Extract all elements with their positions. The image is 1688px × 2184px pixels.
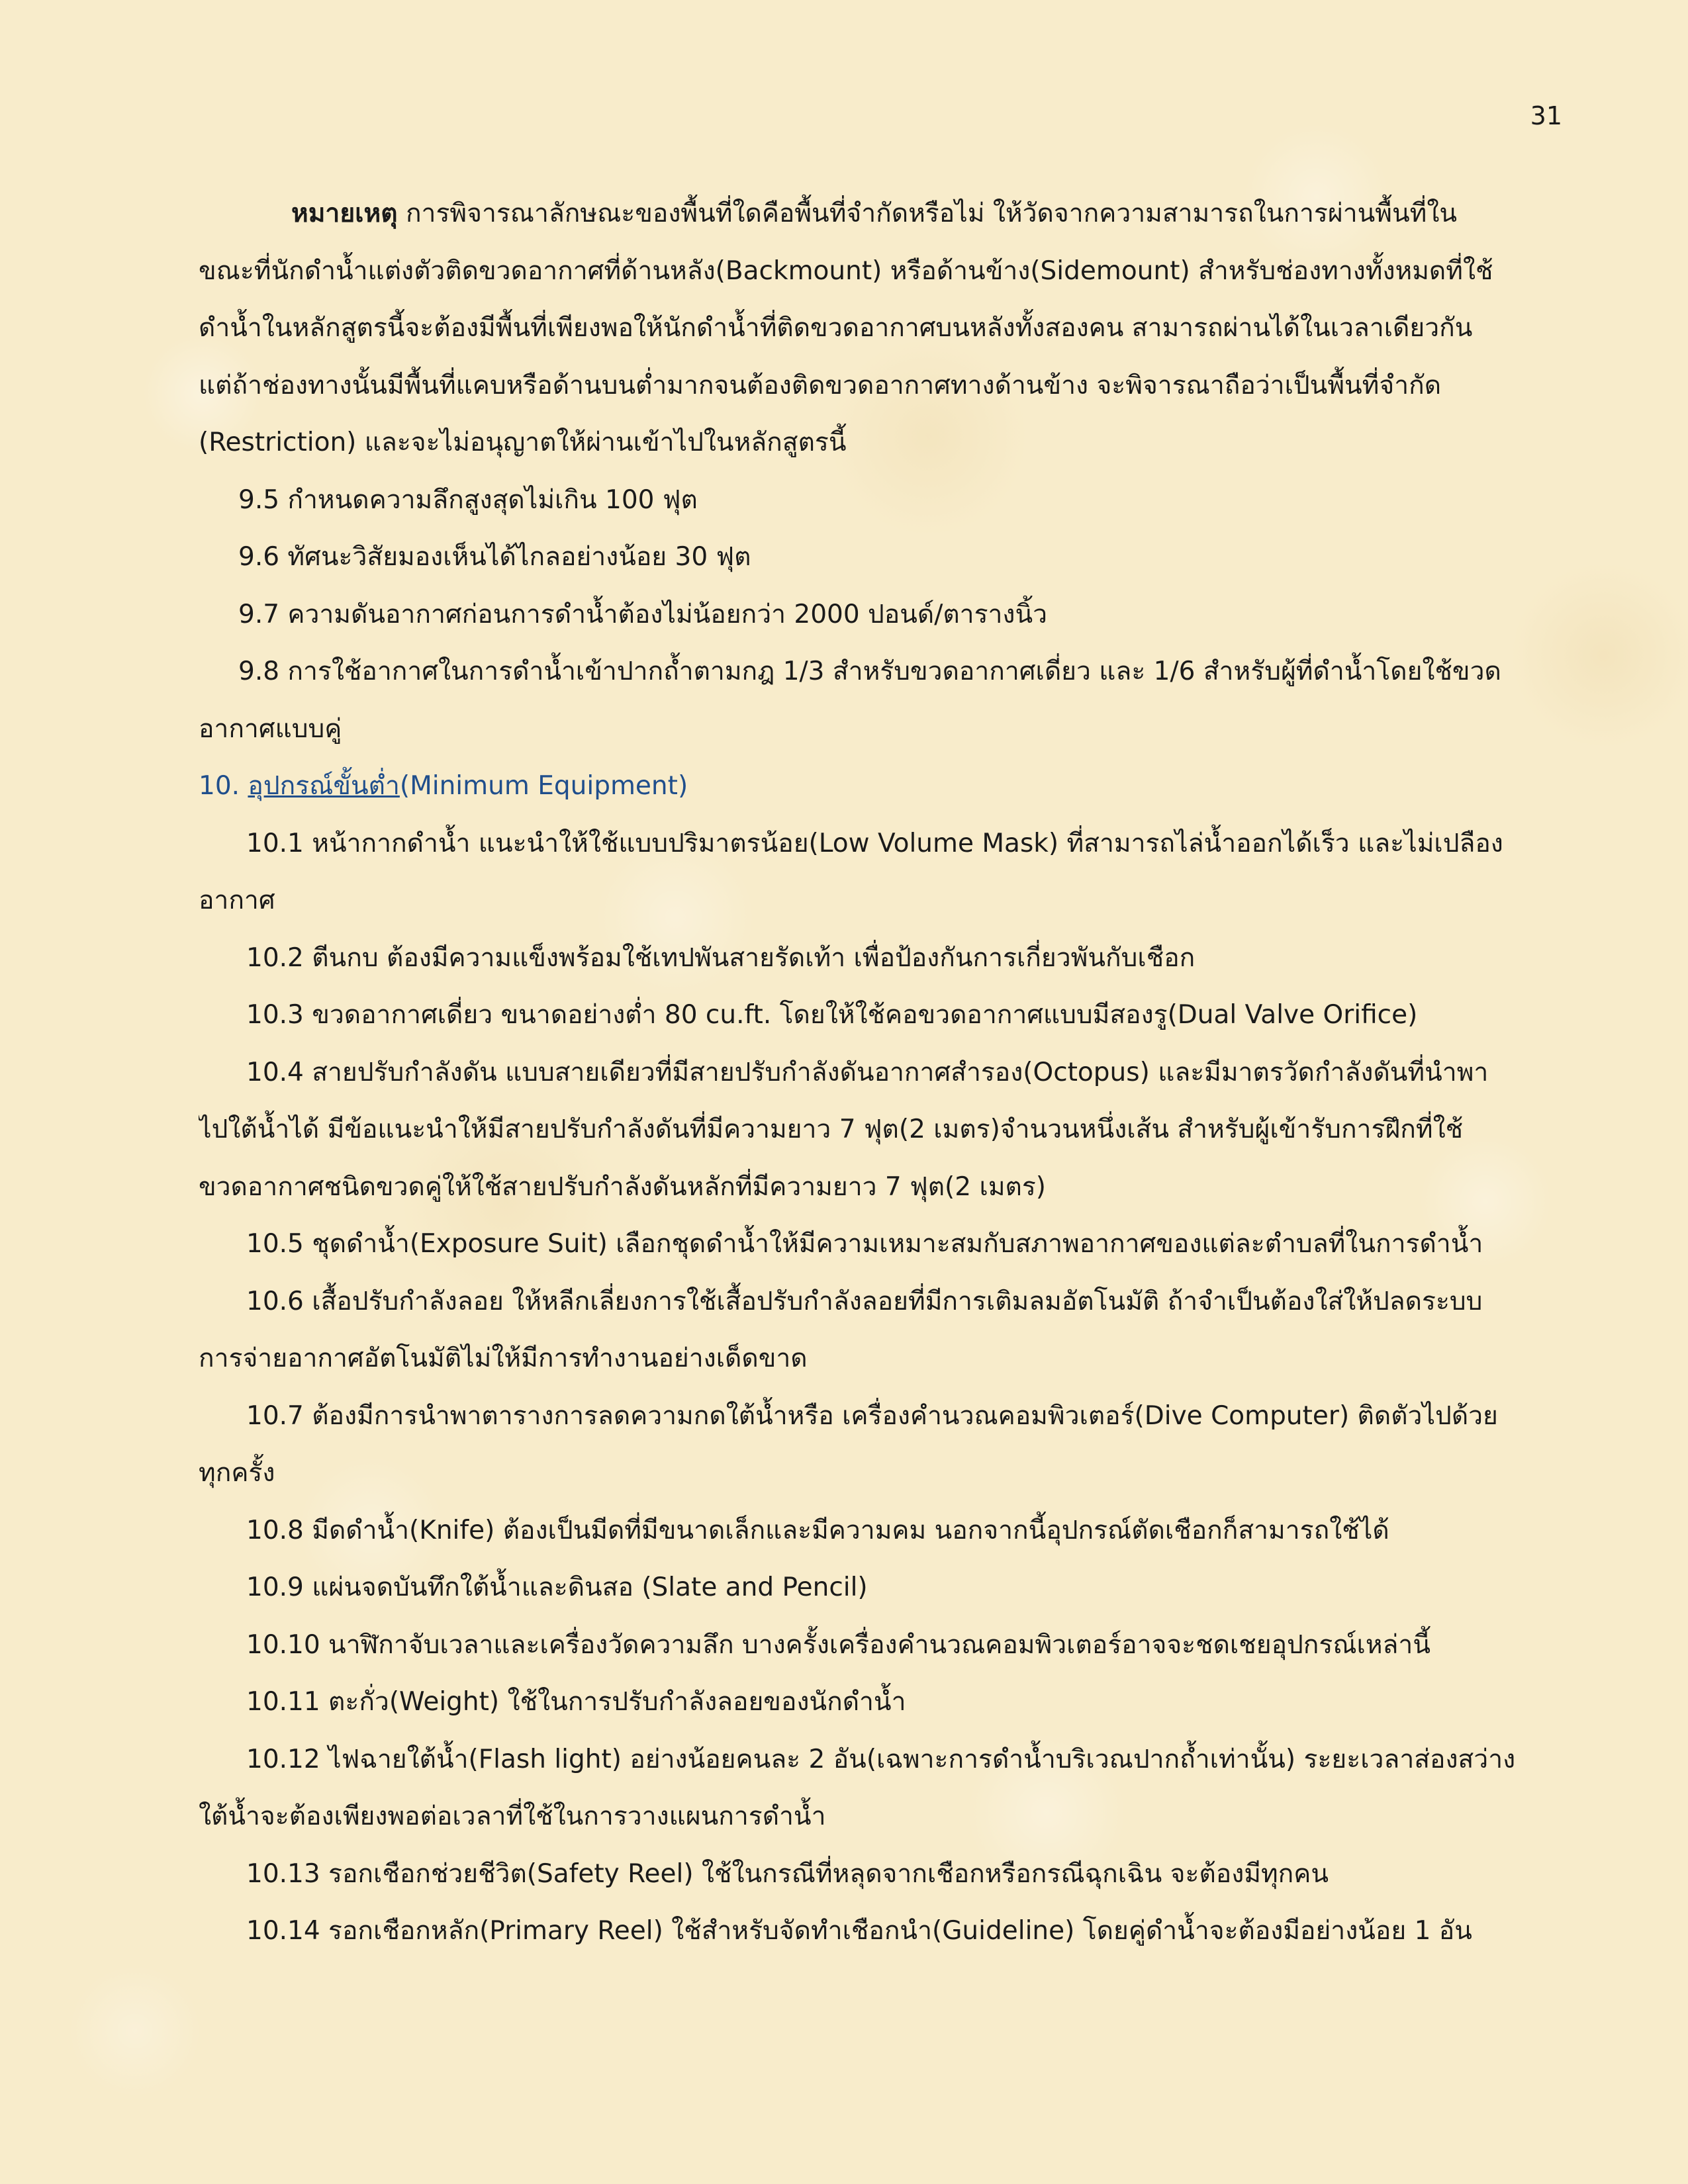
note-text: การพิจารณาลักษณะของพื้นที่ใดคือพื้นที่จำกัดหรือไม่ ให้วัดจากความสามารถในการผ่านพื้นที่ใน <box>397 199 1458 228</box>
page-number: 31 <box>1530 101 1562 130</box>
item-9-6: 9.6 ทัศนะวิสัยมองเห็นได้ไกลอย่างน้อย 30 ฟุต <box>238 542 751 572</box>
item-10-6-continued: การจ่ายอากาศอัตโนมัติไม่ให้มีการทำงานอย่างเด็ดขาด <box>199 1343 808 1373</box>
item-10-13: 10.13 รอกเชือกช่วยชีวิต(Safety Reel) ใช้ในกรณีที่หลุดจากเชือกหรือกรณีฉุกเฉิน จะต้องมีทุกคน <box>246 1858 1329 1889</box>
item-10-4-continued: ขวดอากาศชนิดขวดคู่ให้ใช้สายปรับกำลังดันหลักที่มีความยาว 7 ฟุต(2 เมตร) <box>199 1171 1047 1202</box>
item-10-4: 10.4 สายปรับกำลังดัน แบบสายเดียวที่มีสายปรับกำลังดันอากาศสำรอง(Octopus) และมีมาตรวัดกำลังดันที่นำพา <box>246 1057 1489 1087</box>
item-10-6: 10.6 เสื้อปรับกำลังลอย ให้หลีกเลี่ยงการใช้เสื้อปรับกำลังลอยที่มีการเติมลมอัตโนมัติ ถ้าจำเป็นต้องใส่ให้ปลดระบบ <box>246 1286 1483 1316</box>
item-10-2: 10.2 ตีนกบ ต้องมีความแข็งพร้อมใช้เทปพันสายรัดเท้า เพื่อป้องกันการเกี่ยวพันกับเชือก <box>246 942 1196 973</box>
item-10-3: 10.3 ขวดอากาศเดี่ยว ขนาดอย่างต่ำ 80 cu.ft. โดยให้ใช้คอขวดอากาศแบบมีสองรู(Dual Valve Orifice) <box>246 1000 1418 1030</box>
item-9-8: 9.8 การใช้อากาศในการดำน้ำเข้าปากถ้ำตามกฎ 1/3 สำหรับขวดอากาศเดี่ยว และ 1/6 สำหรับผู้ที่ดำน้ำโดยใช้ขวด <box>238 657 1501 686</box>
section-10-title-en: (Minimum Equipment) <box>399 771 688 801</box>
item-10-5: 10.5 ชุดดำน้ำ(Exposure Suit) เลือกชุดดำน้ำให้มีความเหมาะสมกับสภาพอากาศของแต่ละตำบลที่ในการดำน้ำ <box>246 1229 1483 1259</box>
item-10-9: 10.9 แผ่นจดบันทึกใต้น้ำและดินสอ (Slate and Pencil) <box>246 1572 868 1602</box>
item-10-8: 10.8 มีดดำน้ำ(Knife) ต้องเป็นมีดที่มีขนาดเล็กและมีความคม นอกจากนี้อุปกรณ์ตัดเชือกก็สามารถใช้ได้ <box>246 1515 1389 1545</box>
item-10-4-continued: ไปใต้น้ำได้ มีข้อแนะนำให้มีสายปรับกำลังดันที่มีความยาว 7 ฟุต(2 เมตร)จำนวนหนึ่งเส้น สำหรับผู้เข้ารับการฝึกที่ใช้ <box>199 1115 1464 1144</box>
item-10-11: 10.11 ตะกั่ว(Weight) ใช้ในการปรับกำลังลอยของนักดำน้ำ <box>246 1687 906 1717</box>
note-paragraph-line: ดำน้ำในหลักสูตรนี้จะต้องมีพื้นที่เพียงพอให้นักดำน้ำที่ติดขวดอากาศบนหลังทั้งสองคน สามารถผ่านได้ในเวลาเดียวกัน <box>199 313 1473 343</box>
section-10-heading <box>199 758 1549 815</box>
note-paragraph-line: แต่ถ้าช่องทางนั้นมีพื้นที่แคบหรือด้านบนต่ำมากจนต้องติดขวดอากาศทางด้านข้าง จะพิจารณาถือว่าเป็นพื้นที่จำกัด <box>199 370 1442 400</box>
item-10-12: 10.12 ไฟฉายใต้น้ำ(Flash light) อย่างน้อยคนละ 2 อัน(เฉพาะการดำน้ำบริเวณปากถ้ำเท่านั้น) ระยะเวลาส่องสว่าง <box>246 1744 1516 1774</box>
document-body <box>199 185 1549 1960</box>
note-label: หมายเหตุ <box>291 199 398 228</box>
note-paragraph-line <box>199 185 1549 243</box>
item-10-1-continued: อากาศ <box>199 886 275 915</box>
item-10-14: 10.14 รอกเชือกหลัก(Primary Reel) ใช้สำหรับจัดทำเชือกนำ(Guideline) โดยคู่ดำน้ำจะต้องมีอย่างน้อย 1 อัน <box>246 1916 1472 1946</box>
item-10-12-continued: ใต้น้ำจะต้องเพียงพอต่อเวลาที่ใช้ในการวางแผนการดำน้ำ <box>199 1801 826 1831</box>
note-paragraph-line: ขณะที่นักดำน้ำแต่งตัวติดขวดอากาศที่ด้านหลัง(Backmount) หรือด้านข้าง(Sidemount) สำหรับช่องทางทั้งหมดที่ใช้ <box>199 255 1493 286</box>
item-9-7: 9.7 ความดันอากาศก่อนการดำน้ำต้องไม่น้อยกว่า 2000 ปอนด์/ตารางนิ้ว <box>238 599 1048 629</box>
note-paragraph-line: (Restriction) และจะไม่อนุญาตให้ผ่านเข้าไปในหลักสูตรนี้ <box>199 428 847 457</box>
item-10-7: 10.7 ต้องมีการนำพาตารางการลดความกดใต้น้ำหรือ เครื่องคำนวณคอมพิวเตอร์(Dive Computer) ติดตัวไปด้วย <box>246 1400 1498 1431</box>
item-10-10: 10.10 นาฬิกาจับเวลาและเครื่องวัดความลึก บางครั้งเครื่องคำนวณคอมพิวเตอร์อาจจะชดเชยอุปกรณ์เหล่านี้ <box>246 1629 1430 1660</box>
item-9-8-continued: อากาศแบบคู่ <box>199 713 342 744</box>
section-10-title-thai: อุปกรณ์ขั้นต่ำ <box>248 771 400 801</box>
item-9-5: 9.5 กำหนดความลึกสูงสุดไม่เกิน 100 ฟุต <box>238 484 698 515</box>
item-10-7-continued: ทุกครั้ง <box>199 1458 275 1488</box>
section-10-number: 10. <box>199 771 248 801</box>
item-10-1: 10.1 หน้ากากดำน้ำ แนะนำให้ใช้แบบปริมาตรน้อย(Low Volume Mask) ที่สามารถไล่น้ำออกได้เร็ว และไม่เปลือง <box>246 828 1503 858</box>
